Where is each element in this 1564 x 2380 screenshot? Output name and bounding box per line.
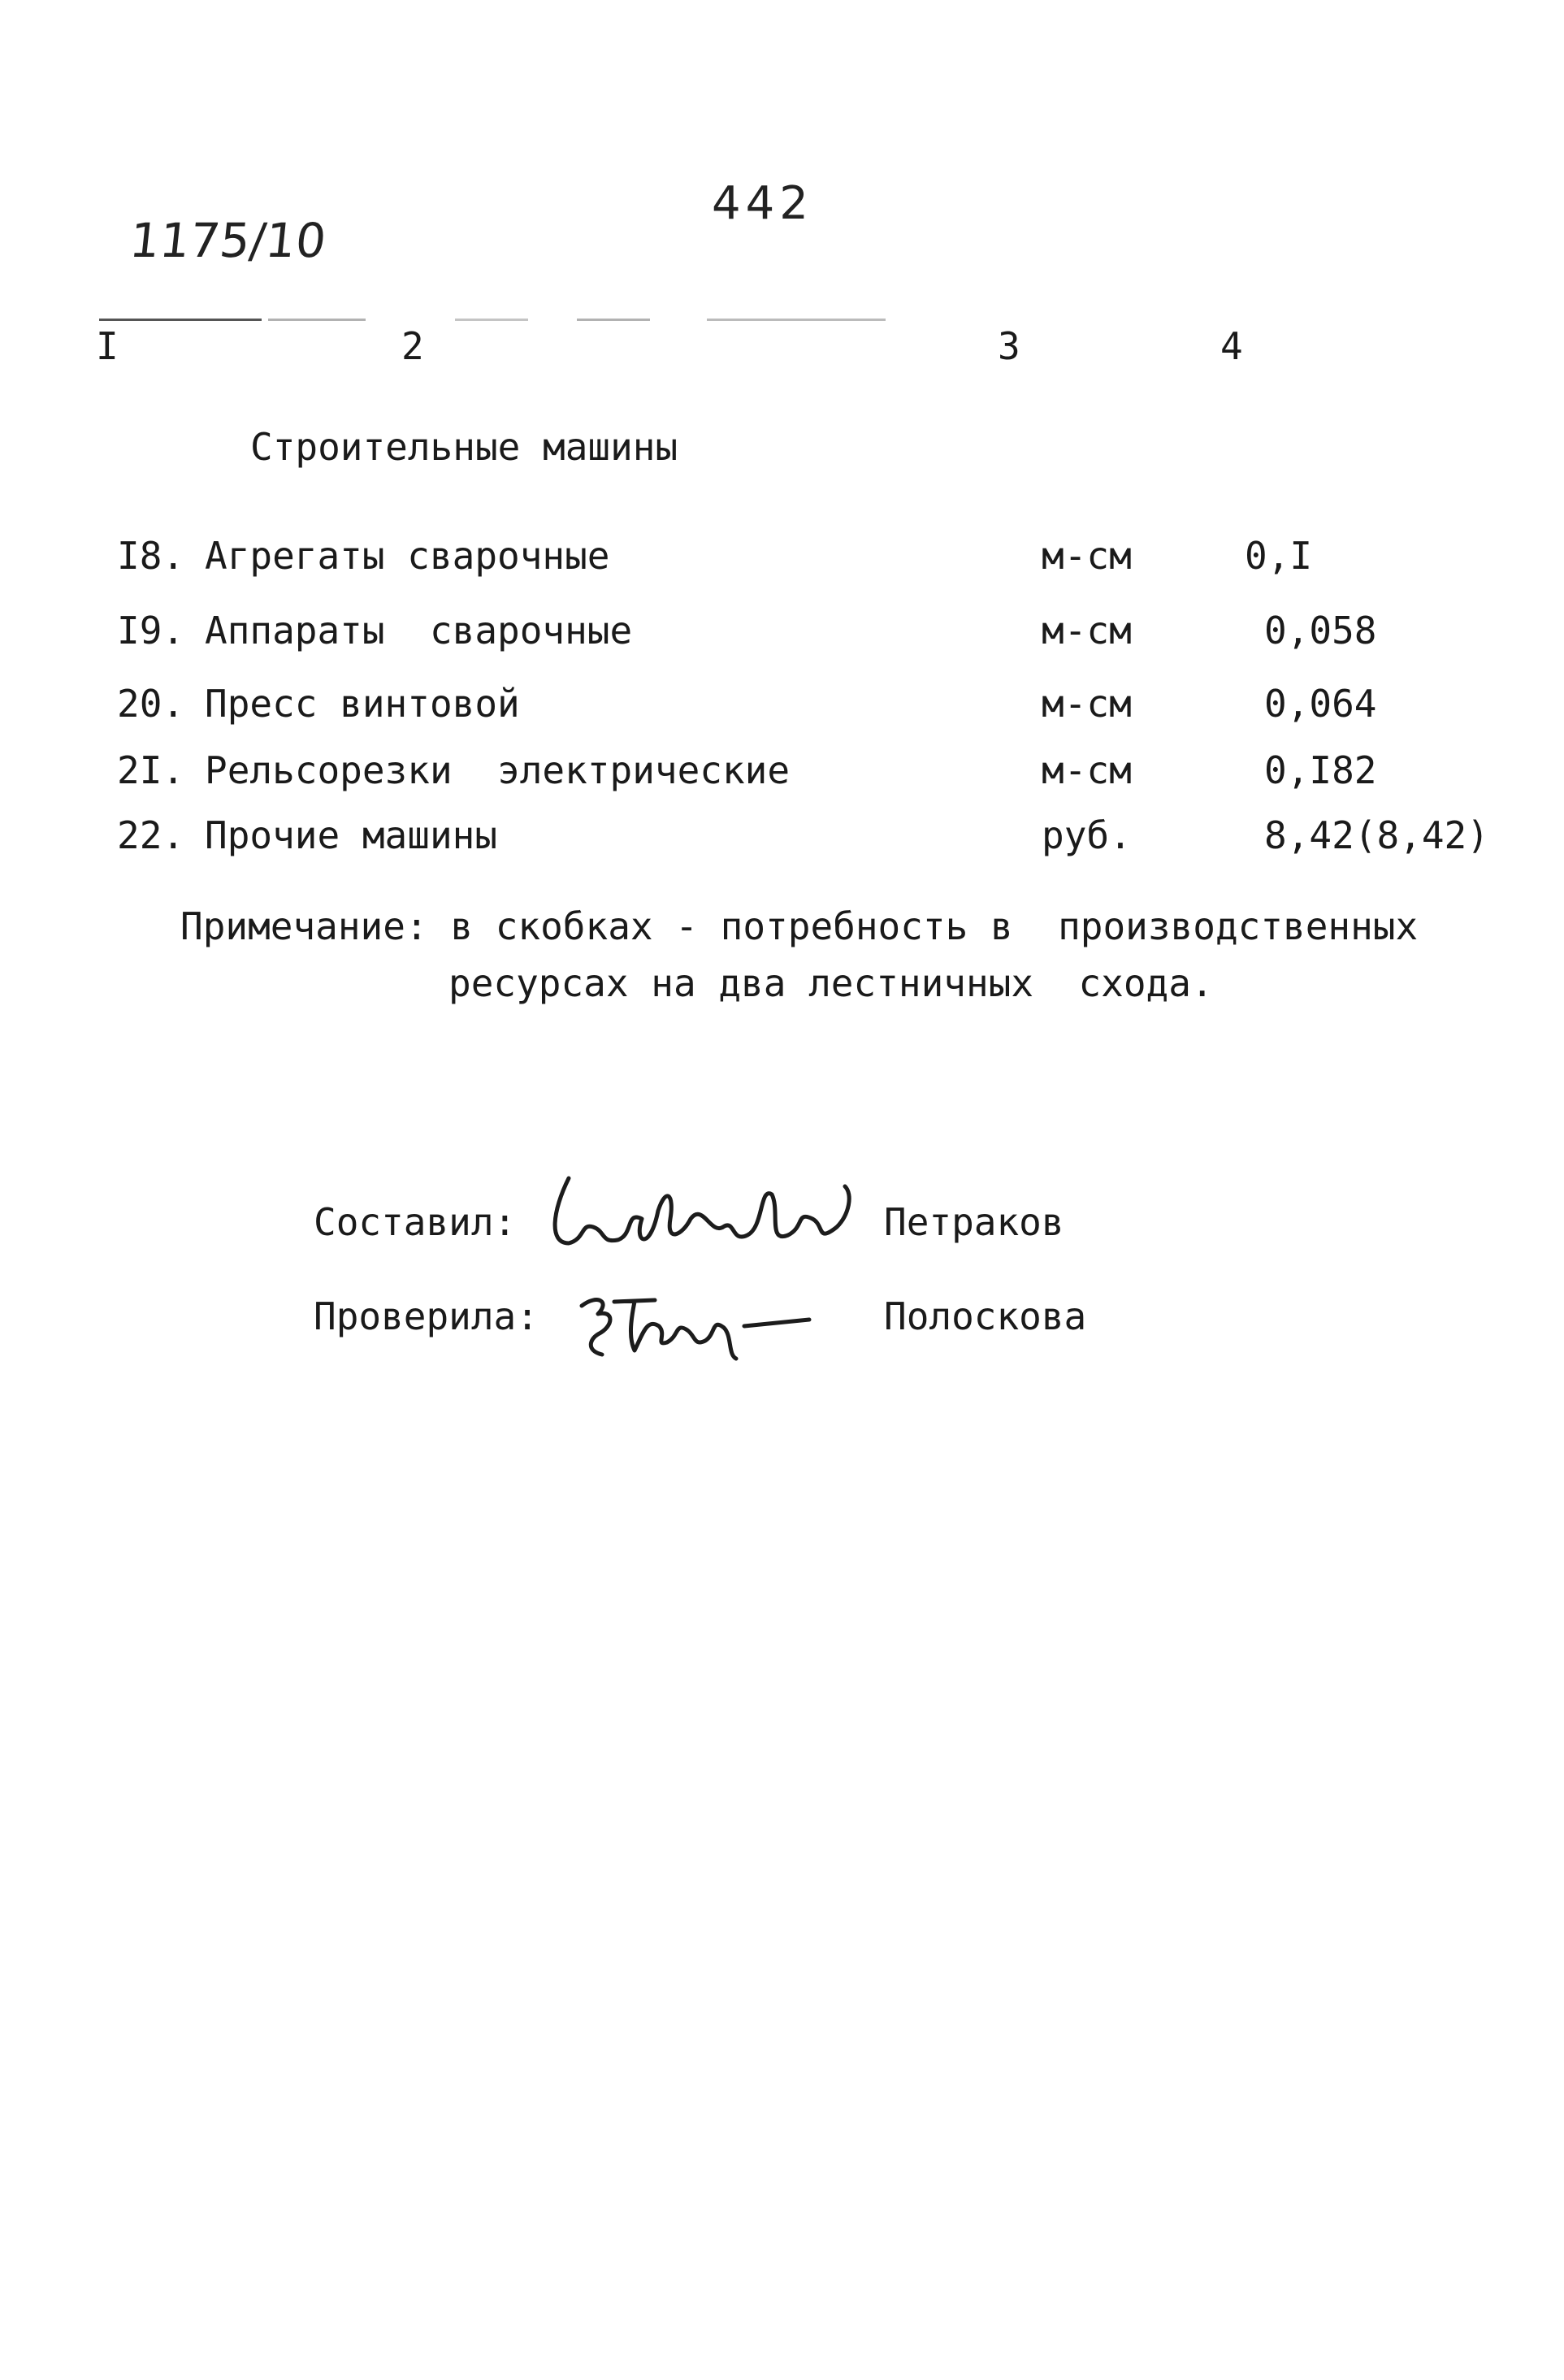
header-rule (268, 319, 366, 321)
row-value: 0,I (1245, 534, 1313, 578)
column-header-3: 3 (998, 324, 1020, 368)
row-number: 22. (117, 813, 185, 857)
header-rule (455, 319, 528, 321)
row-value: 0,064 (1264, 682, 1377, 726)
compiled-by-label: Составил: (314, 1200, 517, 1244)
checked-by-label: Проверила: (314, 1294, 539, 1338)
row-number: 20. (117, 682, 185, 726)
row-name: Рельсорезки электрические (205, 748, 791, 792)
checked-by-name: Полоскова (884, 1294, 1087, 1338)
page-number: 442 (712, 177, 813, 230)
row-name: Прочие машины (205, 813, 498, 857)
checked-signature (565, 1277, 825, 1367)
row-unit: м-см (1042, 609, 1132, 652)
row-unit: м-см (1042, 682, 1132, 726)
column-header-1: I (96, 324, 119, 368)
header-rule (707, 319, 886, 321)
row-number: I8. (117, 534, 185, 578)
column-header-2: 2 (401, 324, 424, 368)
row-number: I9. (117, 609, 185, 652)
note-line-2: ресурсах на два лестничных схода. (448, 961, 1214, 1005)
row-unit: м-см (1042, 534, 1132, 578)
row-value: 8,42(8,42) (1264, 813, 1489, 857)
compiled-by-name: Петраков (884, 1200, 1064, 1244)
row-unit: м-см (1042, 748, 1132, 792)
header-rule (99, 319, 262, 321)
section-title: Строительные машины (250, 425, 678, 469)
row-value: 0,058 (1264, 609, 1377, 652)
row-name: Пресс винтовой (205, 682, 520, 726)
row-name: Агрегаты сварочные (205, 534, 610, 578)
header-rule (577, 319, 650, 321)
row-value: 0,I82 (1264, 748, 1377, 792)
row-unit: руб. (1042, 813, 1132, 857)
document-number: 1175/10 (127, 213, 329, 268)
note-line-1: Примечание: в скобках - потребность в производственных (180, 904, 1419, 948)
compiled-signature (536, 1162, 861, 1259)
row-name: Аппараты сварочные (205, 609, 633, 652)
column-header-4: 4 (1220, 324, 1243, 368)
row-number: 2I. (117, 748, 185, 792)
